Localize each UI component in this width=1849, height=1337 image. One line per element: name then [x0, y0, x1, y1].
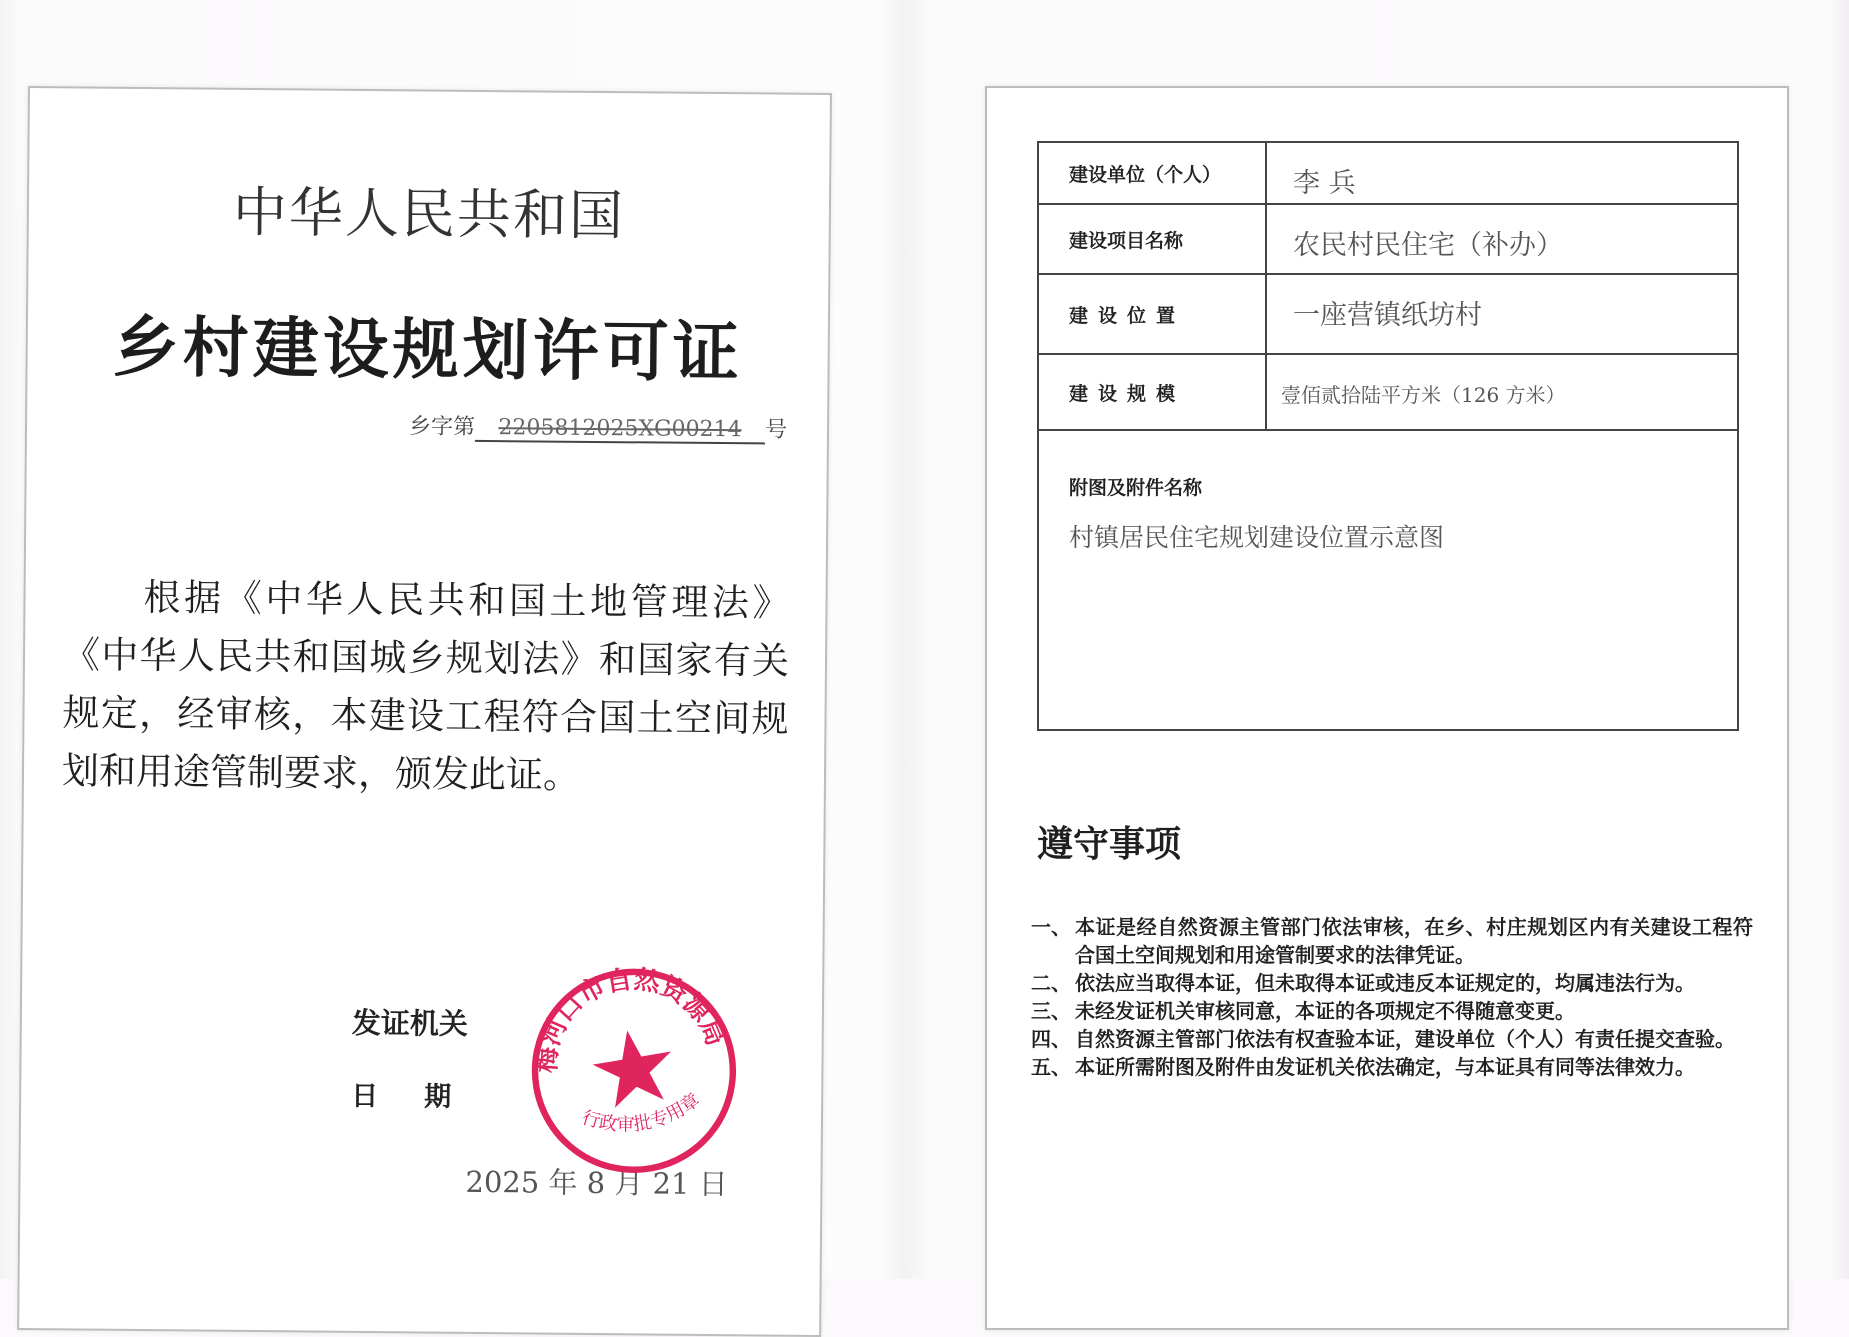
note-number: 四、	[1031, 1027, 1071, 1051]
list-item	[1031, 1053, 1753, 1081]
row-label: 建设规模	[1039, 355, 1267, 429]
list-item	[1031, 913, 1753, 969]
certificate-body-text: 根据《中华人民共和国土地管理法》《中华人民共和国城乡规划法》和国家有关规定，经审核，本建设工程符合国土空间规划和用途管制要求，颁发此证。	[61, 576, 790, 797]
certificate-title: 乡村建设规划许可证	[112, 308, 744, 392]
row-label: 建设位置	[1039, 275, 1267, 353]
note-text: 依法应当取得本证，但未取得本证或违反本证规定的，均属违法行为。	[1075, 971, 1695, 995]
attachment-value: 村镇居民住宅规划建设位置示意图	[1069, 523, 1445, 552]
country-name: 中华人民共和国	[232, 180, 626, 248]
table-row	[1039, 275, 1737, 355]
cert-no-suffix: 号	[764, 417, 788, 443]
row-label: 建设项目名称	[1039, 205, 1267, 273]
list-item	[1031, 969, 1753, 997]
issue-date: 2025 年 8 月 21 日	[465, 1164, 728, 1202]
cert-no-prefix: 乡字第	[408, 414, 476, 440]
date-label: 日期	[351, 1080, 498, 1114]
note-number: 二、	[1031, 971, 1071, 995]
certificate-number	[409, 409, 787, 444]
attachment-label: 附图及附件名称	[1069, 477, 1203, 499]
row-value: 农民村民住宅（补办）	[1293, 230, 1563, 261]
table-row	[1039, 355, 1737, 431]
note-number: 三、	[1031, 999, 1071, 1023]
seal-text: 梅河口市自然资源局	[532, 964, 731, 1074]
project-info-table	[1037, 141, 1739, 731]
note-text: 本证所需附图及附件由发证机关依法确定，与本证具有同等法律效力。	[1075, 1055, 1695, 1079]
list-item	[1031, 997, 1753, 1025]
row-value: 一座营镇纸坊村	[1293, 300, 1482, 331]
certificate-cover-page	[17, 86, 832, 1337]
seal-star-icon	[588, 1024, 679, 1110]
issuer-label: 发证机关	[351, 1005, 468, 1041]
notes-list	[1031, 913, 1753, 1081]
table-row	[1039, 205, 1737, 275]
seal-subtext: 行政审批专用章	[579, 1089, 704, 1136]
note-text: 本证是经自然资源主管部门依法审核，在乡、村庄规划区内有关建设工程符合国土空间规划和用途管制要求的法律凭证。	[1075, 915, 1753, 967]
note-text: 未经发证机关审核同意，本证的各项规定不得随意变更。	[1075, 999, 1575, 1023]
row-value: 壹佰贰拾陆平方米（126 方米）	[1281, 383, 1566, 407]
row-label: 建设单位（个人）	[1039, 143, 1267, 203]
note-number: 一、	[1031, 915, 1071, 939]
official-seal-icon	[510, 947, 758, 1195]
cert-no-value: 2205812025XG00214	[475, 415, 765, 445]
notes-title: 遵守事项	[1037, 824, 1182, 865]
list-item	[1031, 1025, 1753, 1053]
table-row	[1039, 143, 1737, 205]
note-number: 五、	[1031, 1055, 1071, 1079]
note-text: 自然资源主管部门依法有权查验本证，建设单位（个人）有责任提交查验。	[1075, 1027, 1735, 1051]
certificate-detail-page	[985, 86, 1789, 1330]
row-value: 李 兵	[1293, 168, 1356, 199]
